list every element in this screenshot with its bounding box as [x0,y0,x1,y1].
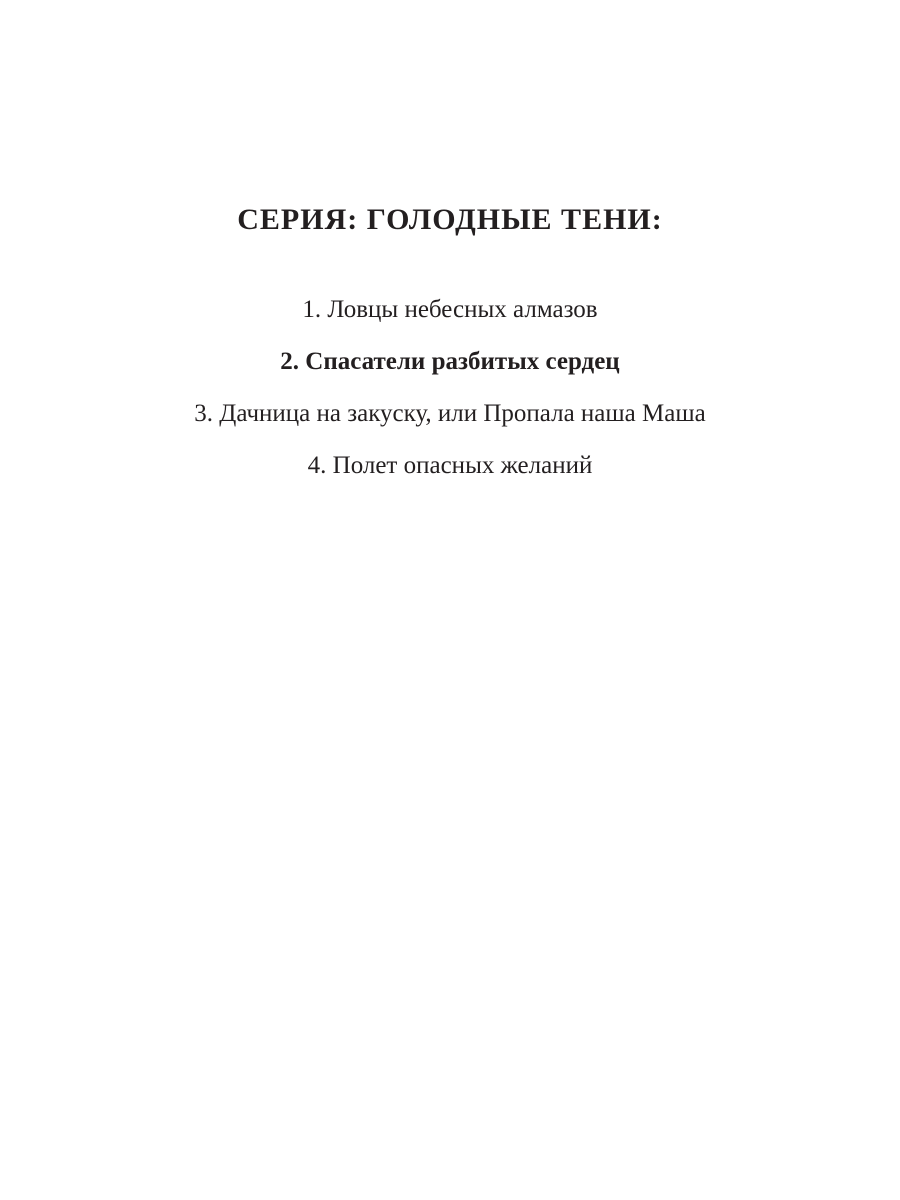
book-item-2-current: 2. Спасатели разбитых сердец [280,348,620,375]
book-item-1: 1. Ловцы небесных алмазов [302,296,598,323]
series-title: СЕРИЯ: ГОЛОДНЫЕ ТЕНИ: [237,203,663,236]
book-item-4: 4. Полет опасных желаний [307,452,593,479]
book-list [0,284,900,492]
book-item-3: 3. Дачница на закуску, или Пропала наша Маша [194,400,706,427]
